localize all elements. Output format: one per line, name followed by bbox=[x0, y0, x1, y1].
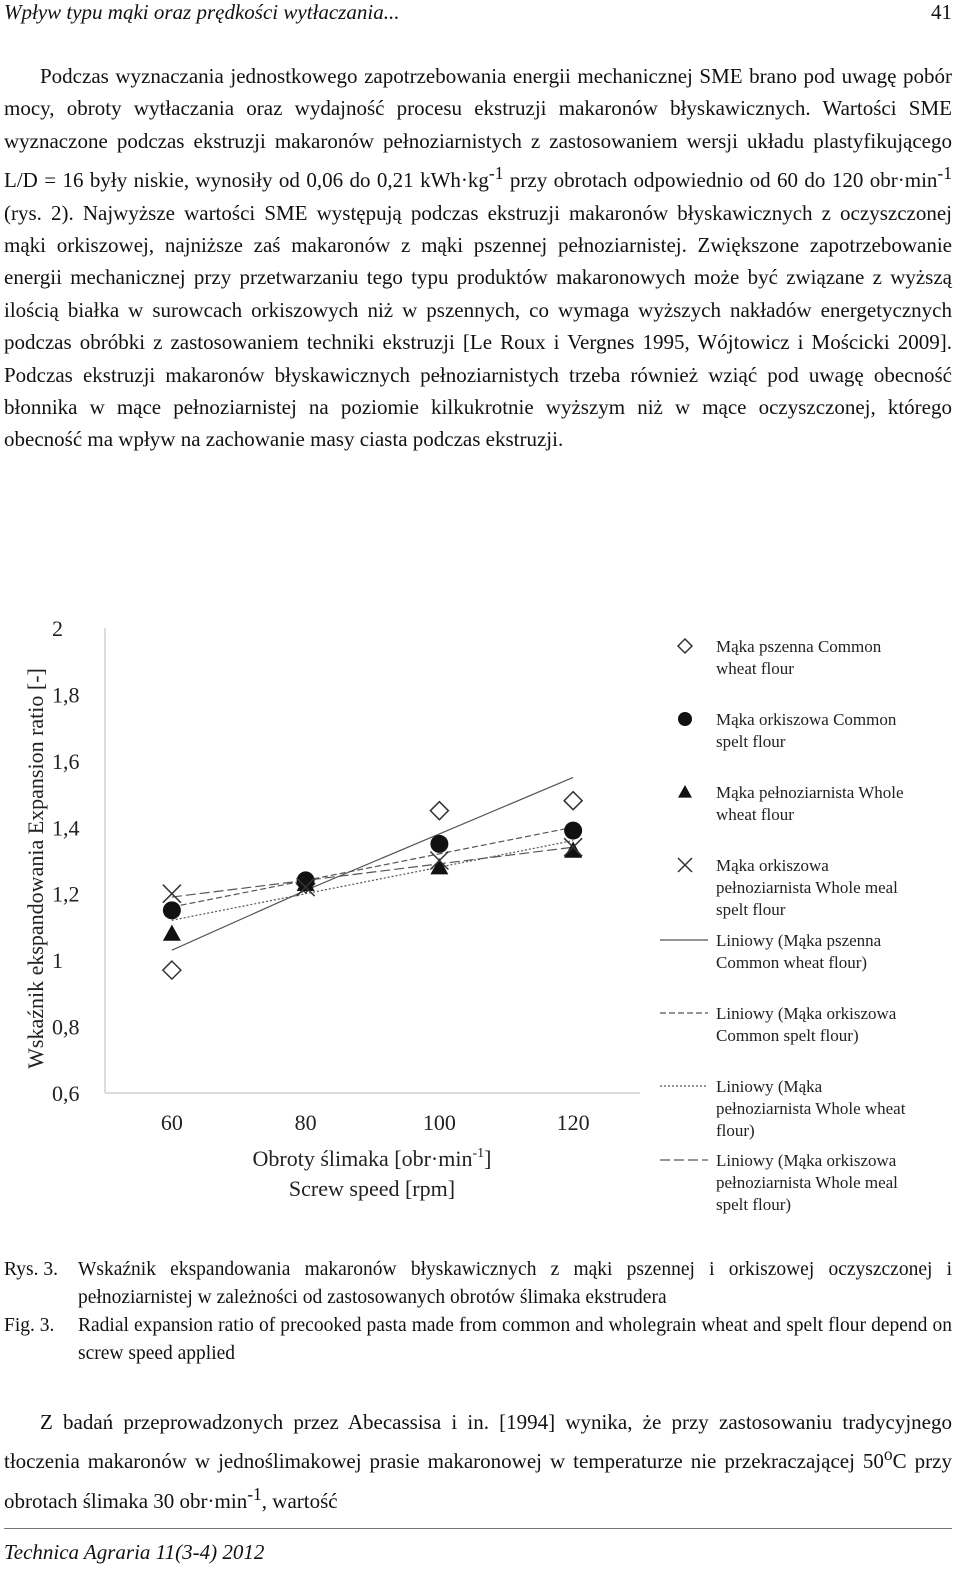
y-tick-label: 1,4 bbox=[52, 815, 80, 841]
x-tick-label: 80 bbox=[294, 1110, 317, 1135]
running-header bbox=[4, 0, 952, 28]
trendline-4 bbox=[172, 847, 573, 897]
legend-label: Liniowy (Mąka orkiszowa bbox=[716, 1004, 897, 1023]
legend-marker-2 bbox=[678, 712, 692, 726]
legend-label: Mąka pełnoziarnista Whole bbox=[716, 783, 904, 802]
caption-en-label: Fig. 3. bbox=[4, 1315, 55, 1336]
legend-marker-3 bbox=[678, 785, 692, 798]
data-point-series-1 bbox=[564, 792, 582, 810]
body-paragraph-2: Z badań przeprowadzonych przez Abecassisa i in. [1994] wynika, że przy zastosowaniu tradycyjnego tłoczenia makaronów w jednoślimakowej prasie makaronowej w temperaturze nie przekraczającej 50$^o$C przy obrotach ślimaka 30 $obr\cdot\min^{-1}$, wartość bbox=[4, 1410, 952, 1513]
x-tick-label: 60 bbox=[160, 1110, 183, 1135]
x-tick-label: 120 bbox=[556, 1110, 590, 1135]
legend-label: Common spelt flour) bbox=[716, 1026, 859, 1045]
legend-label: spelt flour) bbox=[716, 1195, 792, 1214]
legend-marker-1 bbox=[678, 639, 692, 653]
legend-label: Common wheat flour) bbox=[716, 953, 868, 972]
data-point-series-1 bbox=[163, 961, 181, 979]
legend-label: wheat flour bbox=[716, 659, 794, 678]
legend-marker-4 bbox=[678, 858, 692, 872]
y-axis-label: Wskaźnik ekspandowania Expansion ratio [-] bbox=[23, 668, 48, 1069]
x-axis-label-line1: Obroty ślimaka $[obr\cdot\min^{-1}]$ bbox=[252, 1146, 492, 1171]
x-tick-label: 100 bbox=[422, 1110, 456, 1135]
legend-label: Mąka pszenna Common bbox=[716, 637, 882, 656]
trendline-3 bbox=[172, 841, 573, 921]
data-point-series-2 bbox=[163, 901, 181, 919]
y-tick-label: 1,2 bbox=[52, 881, 80, 907]
legend-label: Liniowy (Mąka pszenna bbox=[716, 931, 882, 950]
x-axis-label-line2: Screw speed [rpm] bbox=[288, 1176, 456, 1201]
legend-label: Liniowy (Mąka bbox=[716, 1077, 823, 1096]
body-paragraph-1: Podczas wyznaczania jednostkowego zapotrzebowania energii mechanicznej SME brano pod uwagę pobór mocy, obroty wytłaczania oraz wydajność procesu ekstruzji makaronów błyskawicznych. Wartości SME wyznaczone podczas ekstruzji makaronów pełnoziarnistych z zastosowaniem wersji układu plastyfikującego L/D = 16 były niskie, wynosiły od 0,06 do 0,21 $kWh\cdot kg^{-1}$ przy obrotach odpowiednio od 60 do 120 $obr\cdot\min^{-1}$ (rys. 2). Najwyższe wartości SME występują podczas ekstruzji makaronów błyskawicznych z oczyszczonej mąki orkiszowej, najniższe zaś makaronów z mąki pszennej pełnoziarnistej. Zwiększone zapotrzebowanie energii mechanicznej przy przetwarzaniu tego typu produktów makaronowych może być związane z wyższą ilością białka w surowcach orkiszowych niż w pszennych, co wymaga wyższych nakładów energetycznych podczas obróbki z zastosowaniem techniki ekstruzji [Le Roux i Vergnes 1995, Wójtowicz i Mościcki 2009]. Podczas ekstruzji makaronów błyskawicznych pełnoziarnistych trzeba również wziąć pod uwagę obecność błonnika w mące pełnoziarnistej na poziomie kilkukrotnie wyższym niż w mące oczyszczonej, którego obecność ma wpływ na zachowanie masy ciasta podczas ekstruzji. bbox=[4, 64, 952, 452]
trendline-1 bbox=[172, 777, 573, 950]
figure-caption bbox=[4, 1256, 952, 1368]
data-point-series-2 bbox=[564, 822, 582, 840]
y-tick-label: 1 bbox=[52, 948, 63, 974]
caption-pl-text: Wskaźnik ekspandowania makaronów błyskawicznych z mąki pszennej i orkiszowej oczyszczonej i pełnoziarnistej w zależności od zastosowanych obrotów ślimaka ekstrudera bbox=[78, 1259, 952, 1308]
legend-label: Mąka orkiszowa Common bbox=[716, 710, 897, 729]
legend-label: Mąka orkiszowa bbox=[716, 856, 829, 875]
y-tick-label: 1,6 bbox=[52, 748, 80, 774]
chart-points bbox=[163, 792, 582, 979]
legend-label: spelt flour bbox=[716, 900, 786, 919]
chart-trendlines bbox=[172, 777, 573, 950]
y-tick-label: 2 bbox=[52, 616, 63, 641]
chart-legend bbox=[660, 637, 906, 1214]
footer-rule bbox=[4, 1528, 952, 1529]
legend-label: pełnoziarnista Whole wheat bbox=[716, 1099, 906, 1118]
chart-axes bbox=[23, 616, 640, 1201]
data-point-series-3 bbox=[564, 842, 582, 858]
data-point-series-3 bbox=[163, 925, 181, 941]
y-tick-label: 1,8 bbox=[52, 682, 80, 708]
caption-polish bbox=[4, 1256, 952, 1312]
data-point-series-2 bbox=[430, 835, 448, 853]
legend-label: pełnoziarnista Whole meal bbox=[716, 878, 898, 897]
page-number: 41 bbox=[931, 0, 952, 24]
legend-label: flour) bbox=[716, 1121, 755, 1140]
trendline-2 bbox=[172, 827, 573, 907]
y-tick-label: 0,6 bbox=[52, 1081, 80, 1106]
y-tick-label: 0,8 bbox=[52, 1014, 80, 1040]
data-point-series-4 bbox=[163, 885, 181, 903]
caption-pl-label: Rys. 3. bbox=[4, 1259, 58, 1280]
data-point-series-1 bbox=[430, 802, 448, 820]
caption-english bbox=[4, 1312, 952, 1368]
legend-label: Liniowy (Mąka orkiszowa bbox=[716, 1151, 897, 1170]
legend-label: wheat flour bbox=[716, 805, 794, 824]
caption-en-text: Radial expansion ratio of precooked pasta made from common and wholegrain wheat and spelt flour depend on screw speed applied bbox=[78, 1315, 952, 1364]
legend-label: pełnoziarnista Whole meal bbox=[716, 1173, 898, 1192]
legend-label: spelt flour bbox=[716, 732, 786, 751]
journal-name: Technica Agraria 11(3-4) 2012 bbox=[4, 1540, 265, 1564]
running-title: Wpływ typu mąki oraz prędkości wytłaczania... bbox=[4, 0, 400, 24]
expansion-ratio-chart bbox=[0, 600, 960, 1240]
